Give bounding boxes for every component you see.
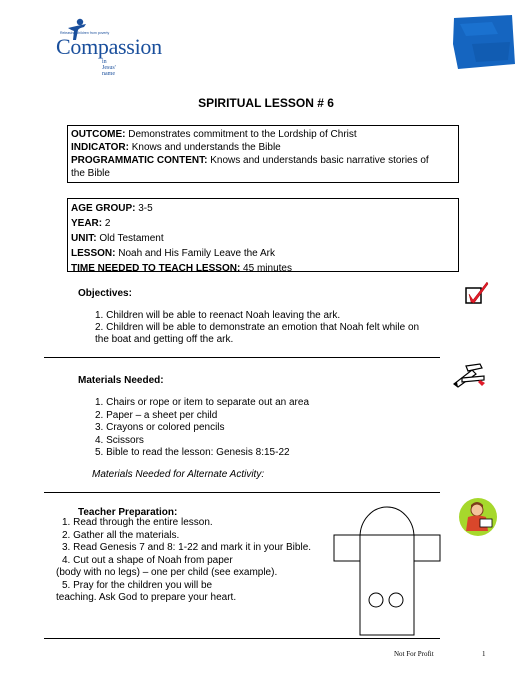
time-row — [71, 261, 455, 276]
logo-wordmark: Compassion — [56, 34, 162, 59]
indicator-row — [71, 141, 455, 154]
indicator-label: INDICATOR: — [71, 142, 129, 153]
page-title: SPIRITUAL LESSON # 6 — [198, 96, 334, 110]
materials-item: 1. Chairs or rope or item to separate out an area — [95, 397, 310, 408]
divider — [44, 492, 440, 493]
blue-paint-patch — [452, 14, 516, 70]
noah-paper-shape — [332, 497, 442, 637]
age-group-row — [71, 201, 455, 216]
indicator-value: Knows and understands the Bible — [128, 142, 281, 153]
age-group-value: 3-5 — [135, 203, 153, 214]
unit-row — [71, 231, 455, 246]
materials-item: 3. Crayons or colored pencils — [95, 422, 225, 433]
page-number: 1 — [482, 650, 486, 658]
preparation-list — [56, 517, 312, 605]
lesson-label: LESSON: — [71, 248, 116, 259]
preparation-heading: Teacher Preparation: — [78, 507, 178, 518]
preparation-line: 2. Gather all the materials. — [62, 529, 180, 541]
teacher-icon — [458, 497, 498, 537]
materials-item: 2. Paper – a sheet per child — [95, 409, 218, 421]
preparation-line: 3. Read Genesis 7 and 8: 1-22 and mark it in your Bible. — [62, 542, 312, 553]
content-row — [71, 154, 455, 167]
alternate-materials-label: Materials Needed for Alternate Activity: — [92, 469, 265, 480]
content-row-continued: the Bible — [71, 168, 110, 179]
preparation-line: 4. Cut out a shape of Noah from paper — [62, 554, 233, 566]
preparation-line: teaching. Ask God to prepare your heart. — [56, 592, 237, 603]
footer-note: Not For Profit — [394, 650, 434, 658]
materials-item: 5. Bible to read the lesson: Genesis 8:15-22 — [95, 447, 290, 458]
lesson-value: Noah and His Family Leave the Ark — [115, 248, 275, 259]
materials-list — [95, 397, 309, 460]
divider — [44, 638, 440, 639]
lesson-row — [71, 246, 455, 261]
unit-value: Old Testament — [96, 233, 164, 244]
divider — [44, 357, 440, 358]
year-value: 2 — [102, 218, 111, 229]
content-label: PROGRAMMATIC CONTENT: — [71, 155, 208, 166]
content-value: Knows and understands basic narrative stories of — [207, 155, 429, 166]
outcome-label: OUTCOME: — [71, 129, 126, 140]
preparation-line: 1. Read through the entire lesson. — [62, 517, 213, 528]
outcome-row — [71, 128, 455, 141]
logo-subtitle: in Jesus' name — [102, 59, 116, 77]
materials-heading: Materials Needed: — [78, 375, 164, 386]
year-row — [71, 216, 455, 231]
objectives-heading: Objectives: — [78, 288, 132, 299]
age-group-label: AGE GROUP: — [71, 203, 136, 214]
outcome-value: Demonstrates commitment to the Lordship of Christ — [125, 129, 357, 140]
time-value: 45 minutes — [240, 263, 292, 274]
checkbox-check-icon — [464, 280, 490, 306]
pencil-crayons-icon — [452, 362, 486, 388]
lesson-info-box — [67, 198, 459, 272]
year-label: YEAR: — [71, 218, 103, 229]
unit-label: UNIT: — [71, 233, 97, 244]
preparation-line: (body with no legs) – one per child (see example). — [56, 567, 278, 578]
materials-item: 4. Scissors — [95, 434, 144, 446]
preparation-line: 5. Pray for the children you will be — [62, 579, 213, 591]
objective-item-2: 2. Children will be able to demonstrate an emotion that Noah felt while on — [95, 322, 420, 333]
logo-tagline: Releasing children from poverty — [60, 31, 110, 35]
objective-item-1: 1. Children will be able to reenact Noah leaving the ark. — [95, 310, 341, 321]
time-label: TIME NEEDED TO TEACH LESSON: — [71, 263, 241, 274]
outcome-box — [67, 125, 459, 183]
objective-item-2-continued: the boat and getting off the ark. — [95, 334, 234, 345]
